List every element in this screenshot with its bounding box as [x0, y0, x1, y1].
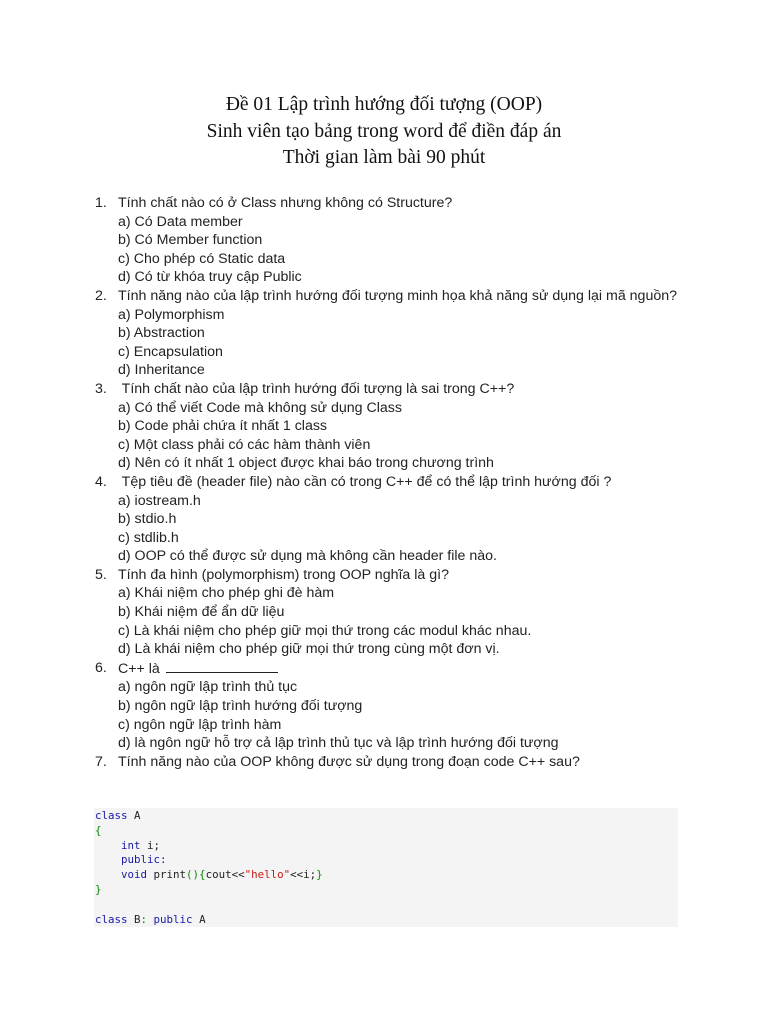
code-punct: : [140, 912, 154, 926]
option-b: b) stdio.h [118, 511, 177, 528]
question-7 [95, 753, 685, 772]
code-keyword: class [95, 809, 128, 822]
question-text: C++ là [118, 660, 160, 677]
exam-time-limit: Thời gian làm bài 90 phút [282, 147, 486, 168]
option-d: d) Inheritance [118, 362, 205, 379]
question-text: Tính năng nào của lập trình hướng đối tượng minh họa khả năng sử dụng lại mã nguồn? [118, 287, 678, 304]
question-2 [95, 287, 685, 380]
option-d: d) Là khái niệm cho phép giữ mọi thứ trong cùng một đơn vị. [118, 641, 500, 658]
code-brace: } [95, 882, 102, 896]
code-keyword: int [121, 838, 141, 852]
question-5 [95, 566, 685, 659]
code-text: print [147, 868, 187, 882]
question-text: Tệp tiêu đề (header file) nào cần có trong C++ để có thể lập trình hướng đối ? [118, 473, 612, 490]
exam-title: Đề 01 Lập trình hướng đối tượng (OOP) [225, 94, 543, 115]
code-line-7 [94, 898, 678, 913]
code-punct: (){ [186, 868, 206, 882]
option-list [95, 584, 685, 658]
code-punct: } [316, 868, 323, 882]
question-6 [95, 659, 685, 753]
option-c: c) ngôn ngữ lập trình hàm [118, 716, 282, 733]
question-number: 5. [95, 566, 107, 583]
option-d: d) Nên có ít nhất 1 object được khai báo trong chương trình [118, 455, 494, 472]
option-list [95, 213, 685, 287]
code-keyword: void [121, 868, 148, 882]
question-text: Tính chất nào của lập trình hướng đối tượng là sai trong C++? [118, 380, 515, 397]
option-b: b) Khái niệm để ẩn dữ liệu [118, 604, 285, 621]
option-list [95, 492, 685, 566]
option-d: d) OOP có thể được sử dụng mà không cần header file nào. [118, 548, 498, 565]
question-number: 3. [95, 380, 107, 397]
question-3 [95, 380, 685, 473]
option-c: c) Là khái niệm cho phép giữ mọi thứ trong các modul khác nhau. [118, 622, 532, 639]
option-list [95, 678, 685, 752]
code-text: i; [140, 838, 161, 852]
code-text: A [192, 912, 206, 926]
option-a: a) ngôn ngữ lập trình thủ tục [118, 679, 298, 696]
exam-header [0, 92, 768, 172]
question-number: 4. [95, 473, 107, 490]
option-a: a) Khái niệm cho phép ghi đè hàm [118, 585, 335, 602]
question-text: Tính chất nào có ở Class nhưng không có Structure? [118, 195, 453, 211]
question-1 [95, 194, 685, 287]
option-c: c) Cho phép có Static data [118, 250, 286, 267]
option-a: a) Polymorphism [118, 306, 225, 323]
option-list [95, 399, 685, 473]
option-d: d) là ngôn ngữ hỗ trợ cả lập trình thủ tục và lập trình hướng đối tượng [118, 735, 559, 752]
code-line-4 [94, 853, 678, 868]
code-line-1 [94, 809, 678, 824]
code-line-5 [94, 868, 678, 883]
exam-instruction: Sinh viên tạo bảng trong word để điền đáp án [206, 120, 562, 142]
code-block [94, 808, 678, 927]
option-b: b) Code phải chứa ít nhất 1 class [118, 418, 328, 435]
option-c: c) Một class phải có các hàm thành viên [118, 436, 371, 453]
option-b: b) Có Member function [118, 232, 263, 249]
question-text: Tính năng nào của OOP không được sử dụng trong đoạn code C++ sau? [118, 753, 580, 770]
option-c: c) Encapsulation [118, 343, 223, 360]
code-text: B [127, 912, 141, 926]
code-brace: { [95, 823, 102, 837]
option-c: c) stdlib.h [118, 529, 179, 546]
code-line-2 [94, 824, 678, 839]
option-b: b) ngôn ngữ lập trình hướng đối tượng [118, 698, 363, 715]
question-6-line [95, 659, 685, 679]
code-string: "hello" [244, 868, 291, 882]
code-line-8 [94, 913, 678, 928]
code-text: cout<< [205, 868, 245, 882]
code-text: A [127, 809, 141, 822]
option-d: d) Có từ khóa truy cập Public [118, 269, 302, 286]
code-line-3 [94, 839, 678, 854]
option-a: a) Có Data member [118, 213, 243, 230]
answer-blank [166, 659, 278, 673]
option-b: b) Abstraction [118, 325, 205, 342]
code-text: <<i; [290, 868, 317, 882]
question-text: Tính đa hình (polymorphism) trong OOP nghĩa là gì? [118, 566, 449, 583]
code-keyword: public: [121, 853, 167, 867]
question-number: 7. [95, 753, 107, 770]
option-a: a) iostream.h [118, 492, 201, 509]
option-a: a) Có thể viết Code mà không sử dụng Class [118, 399, 402, 416]
code-line-6 [94, 883, 678, 898]
question-4 [95, 473, 685, 566]
code-keyword: public [153, 912, 193, 926]
question-number: 6. [95, 659, 107, 676]
question-number: 1. [95, 195, 107, 211]
question-list [95, 194, 685, 771]
question-number: 2. [95, 287, 107, 304]
code-keyword: class [95, 912, 128, 926]
option-list [95, 306, 685, 380]
